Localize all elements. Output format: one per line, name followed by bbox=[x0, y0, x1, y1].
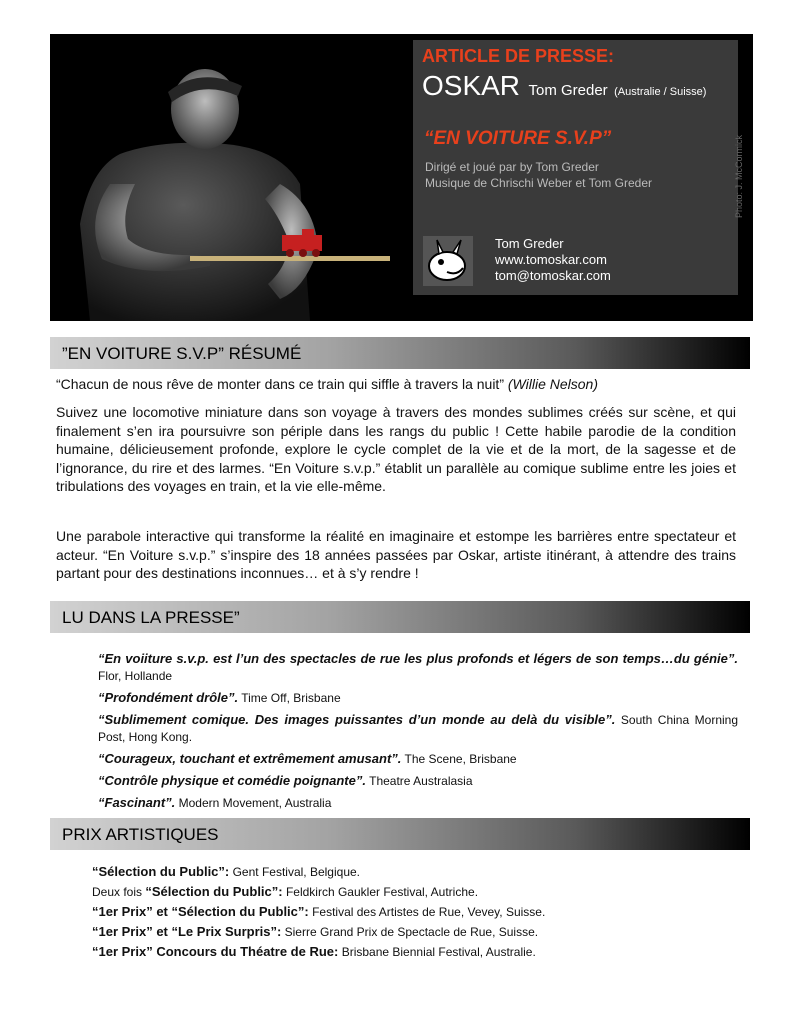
credit-direction: Dirigé et joué par by Tom Greder bbox=[425, 160, 599, 174]
press-source: Theatre Australasia bbox=[369, 774, 473, 788]
oskar-logo-icon bbox=[423, 236, 473, 286]
award-title: “Sélection du Public”: bbox=[145, 884, 283, 899]
award-title: “1er Prix” et “Le Prix Surpris”: bbox=[92, 924, 282, 939]
artist-name: OSKAR bbox=[422, 70, 521, 101]
press-source: Time Off, Brisbane bbox=[241, 691, 341, 705]
author-name: Tom Greder bbox=[528, 82, 608, 99]
summary-heading-bar bbox=[50, 337, 750, 369]
press-item bbox=[98, 650, 738, 685]
performer-photo bbox=[50, 34, 413, 321]
epigraph-text: “Chacun de nous rêve de monter dans ce train qui siffle à travers la nuit” bbox=[56, 376, 504, 392]
origin: (Australie / Suisse) bbox=[614, 86, 707, 98]
award-detail: Brisbane Biennial Festival, Australie. bbox=[341, 945, 536, 959]
award-prefix: Deux fois bbox=[92, 885, 146, 899]
title-row bbox=[422, 70, 706, 102]
award-detail: Festival des Artistes de Rue, Vevey, Suisse. bbox=[312, 905, 546, 919]
press-source: Flor, Hollande bbox=[98, 669, 173, 683]
press-quote: “Profondément drôle”. bbox=[98, 690, 239, 705]
press-quote: “Sublimement comique. Des images puissantes d’un monde au delà du visible”. bbox=[98, 712, 616, 727]
contact-name: Tom Greder bbox=[495, 236, 564, 251]
awards-heading: PRIX ARTISTIQUES bbox=[62, 825, 219, 844]
award-title: “Sélection du Public”: bbox=[92, 864, 230, 879]
award-title: “1er Prix” et “Sélection du Public”: bbox=[92, 904, 309, 919]
press-list bbox=[98, 650, 738, 816]
press-heading-bar bbox=[50, 601, 750, 633]
award-item bbox=[92, 902, 732, 922]
press-quote: “Contrôle physique et comédie poignante”. bbox=[98, 773, 366, 788]
contact-website[interactable]: www.tomoskar.com bbox=[495, 252, 607, 267]
contact-email[interactable]: tom@tomoskar.com bbox=[495, 268, 611, 283]
press-item bbox=[98, 794, 738, 812]
award-detail: Sierre Grand Prix de Spectacle de Rue, Suisse. bbox=[284, 925, 539, 939]
press-quote: “Courageux, touchant et extrêmement amusant”. bbox=[98, 751, 402, 766]
award-item bbox=[92, 882, 732, 902]
press-heading: LU DANS LA PRESSE” bbox=[62, 608, 240, 627]
press-item bbox=[98, 750, 738, 768]
press-item bbox=[98, 772, 738, 790]
summary-heading: ”EN VOITURE S.V.P” RÉSUMÉ bbox=[62, 344, 302, 363]
press-item bbox=[98, 689, 738, 707]
award-item bbox=[92, 942, 732, 962]
credit-music: Musique de Chrischi Weber et Tom Greder bbox=[425, 176, 652, 190]
press-quote: “En voiiture s.v.p. est l’un des spectacles de rue les plus profonds et légers de son temps…du génie”. bbox=[98, 651, 738, 666]
award-title: “1er Prix” Concours du Théatre de Rue: bbox=[92, 944, 339, 959]
award-item bbox=[92, 862, 732, 882]
awards-list bbox=[92, 862, 732, 962]
photo-credit: Photo: J. McCormick bbox=[734, 134, 744, 218]
summary-paragraph-1: Suivez une locomotive miniature dans son voyage à travers des mondes sublimes créés sur scène, et qui finalement s’en ira poursuivre son périple dans les rangs du public ! Cette habile parodie de la condition humaine, délicieusement profonde, explore le cycle complet de la vie et de la mort, de la sagesse et de l’ignorance, du rire et des larmes. “En Voiture s.v.p.” établit un parallèle au comique sublime entre les joies et tribulations des voyages en train, et la vie elle-même. bbox=[56, 404, 736, 494]
summary-paragraph-2: Une parabole interactive qui transforme la réalité en imaginaire et estompe les barrières entre spectateur et acteur. “En Voiture s.v.p.” s’inspire des 18 années passées par Oskar, artiste itinérant, à attendre des trains partant pour des destinations inconnues… et à s’y rendre ! bbox=[56, 528, 736, 581]
epigraph bbox=[56, 376, 598, 392]
info-box bbox=[413, 40, 738, 295]
show-title: “EN VOITURE S.V.P” bbox=[424, 128, 612, 149]
press-source: Modern Movement, Australia bbox=[178, 796, 332, 810]
press-source: The Scene, Brisbane bbox=[404, 752, 517, 766]
press-item bbox=[98, 711, 738, 746]
awards-heading-bar bbox=[50, 818, 750, 850]
header-banner bbox=[50, 34, 753, 321]
epigraph-author: (Willie Nelson) bbox=[507, 376, 598, 392]
press-quote: “Fascinant”. bbox=[98, 795, 176, 810]
award-item bbox=[92, 922, 732, 942]
press-source: South China Morning Post, Hong Kong. bbox=[98, 713, 739, 744]
award-detail: Gent Festival, Belgique. bbox=[232, 865, 360, 879]
article-label: ARTICLE DE PRESSE: bbox=[422, 46, 615, 66]
award-detail: Feldkirch Gaukler Festival, Autriche. bbox=[285, 885, 479, 899]
